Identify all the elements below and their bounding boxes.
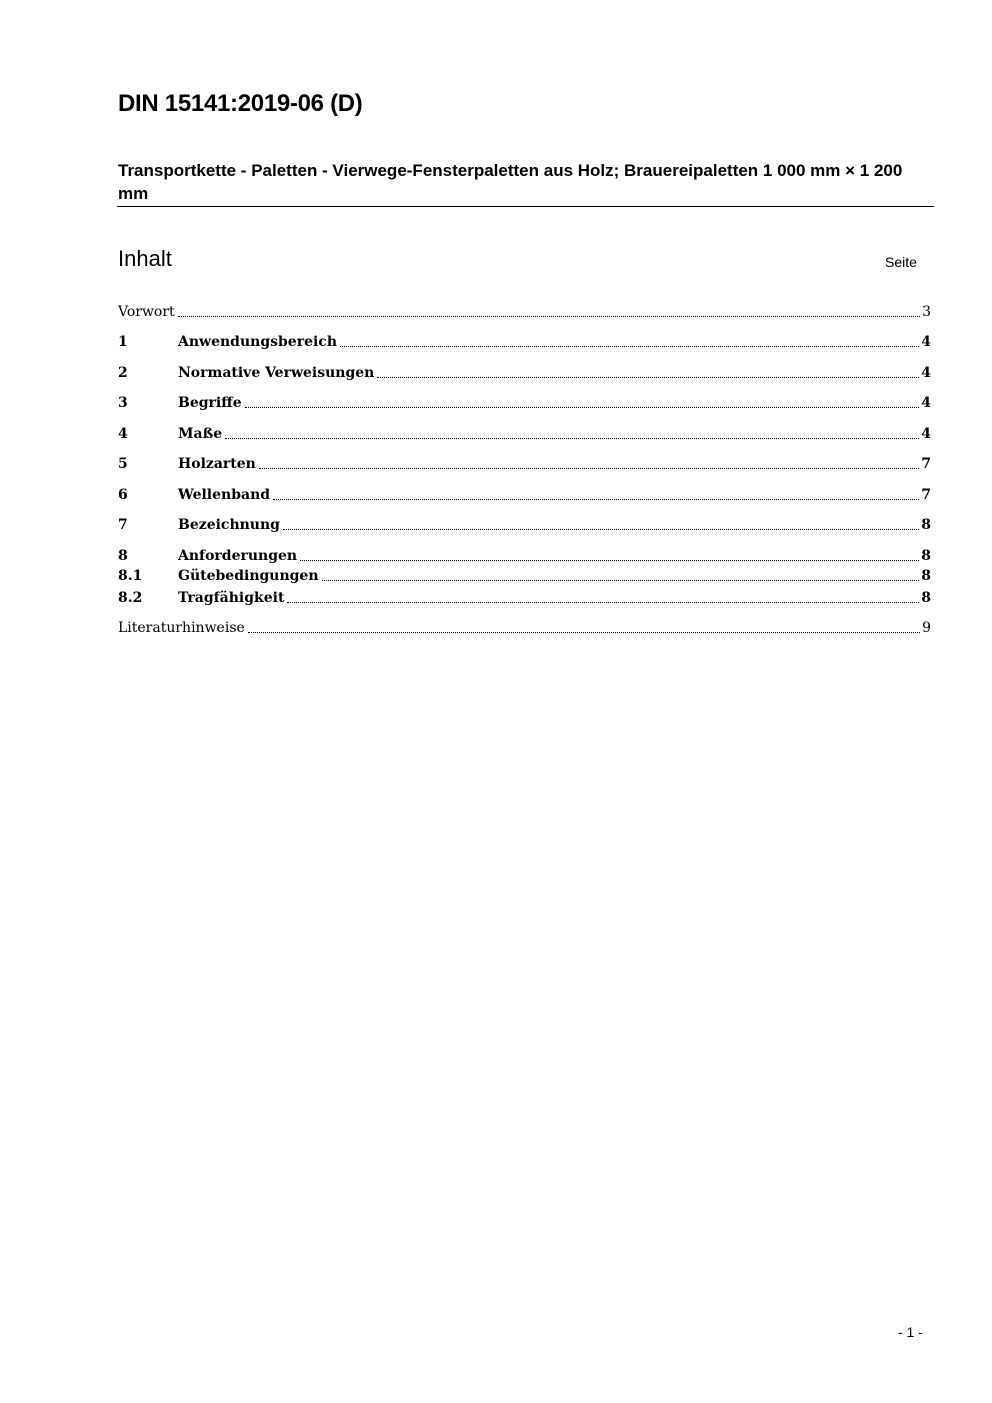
toc-entry-text: Normative Verweisungen [178,365,375,381]
toc-entry-8-2[interactable] [118,588,931,608]
toc-entry-text: Tragfähigkeit [178,590,285,606]
toc-entry-8[interactable] [118,546,931,566]
toc-entry-vorwort[interactable] [118,302,931,322]
toc-entry-text: Holzarten [178,456,256,472]
toc-leader-dots [377,376,919,378]
toc-entry-text: Wellenband [178,487,271,503]
toc-entry-1[interactable] [118,332,931,352]
toc-leader-dots [259,467,919,469]
toc-entry-page: 4 [921,426,931,442]
toc-leader-dots [248,631,920,633]
toc-leader-dots [178,315,920,317]
title-divider [117,206,934,207]
toc-entry-number: 6 [118,487,128,503]
toc-entry-number: 5 [118,456,128,472]
toc-heading: Inhalt [118,246,172,271]
toc-entry-page: 9 [922,620,931,636]
toc-entry-text: Vorwort [118,304,175,320]
toc-leader-dots [322,579,920,581]
toc-entry-number: 4 [118,426,128,442]
toc-entry-text: Begriffe [178,395,242,411]
toc-entry-number: 8 [118,548,128,564]
toc-entry-text: Bezeichnung [178,517,280,533]
toc-entry-text: Anwendungsbereich [178,334,337,350]
toc-leader-dots [287,601,919,603]
toc-entry-text: Gütebedingungen [178,568,319,584]
document-title: Transportkette - Paletten - Vierwege-Fensterpaletten aus Holz; Brauereipaletten 1 000 mm × 1 200 mm [118,161,903,203]
toc-entry-2[interactable] [118,363,931,383]
toc-entry-number: 1 [118,334,128,350]
toc-entry-4[interactable] [118,424,931,444]
toc-leader-dots [340,345,919,347]
toc-entry-page: 3 [922,304,931,320]
toc-entry-6[interactable] [118,485,931,505]
toc-entry-page: 4 [921,365,931,381]
toc-entry-page: 8 [921,517,931,533]
toc-entry-number: 2 [118,365,128,381]
toc-page-column-heading: Seite [885,254,917,270]
toc-entry-page: 8 [921,568,931,584]
toc-entry-page: 8 [921,590,931,606]
toc-entry-page: 4 [921,395,931,411]
toc-leader-dots [283,528,919,530]
toc-entry-text: Literaturhinweise [118,620,245,636]
page-number: - 1 - [898,1324,923,1340]
toc-entry-7[interactable] [118,515,931,535]
toc-entry-text: Maße [178,426,223,442]
document-id: DIN 15141:2019-06 (D) [118,90,363,117]
toc-entry-number: 7 [118,517,128,533]
toc-entry-5[interactable] [118,454,931,474]
toc-entry-number: 8.1 [118,568,143,584]
toc-entry-text: Anforderungen [178,548,298,564]
toc-entry-page: 7 [921,487,931,503]
toc-entry-number: 3 [118,395,128,411]
toc-entry-3[interactable] [118,393,931,413]
toc-entry-page: 7 [921,456,931,472]
toc-leader-dots [225,437,919,439]
toc-entry-number: 8.2 [118,590,143,606]
toc-leader-dots [245,406,920,408]
toc-entry-literaturhinweise[interactable] [118,618,931,638]
toc-leader-dots [300,559,919,561]
toc-entry-page: 4 [921,334,931,350]
toc-entry-8-1[interactable] [118,566,931,586]
toc-entry-page: 8 [921,548,931,564]
toc-leader-dots [273,498,919,500]
